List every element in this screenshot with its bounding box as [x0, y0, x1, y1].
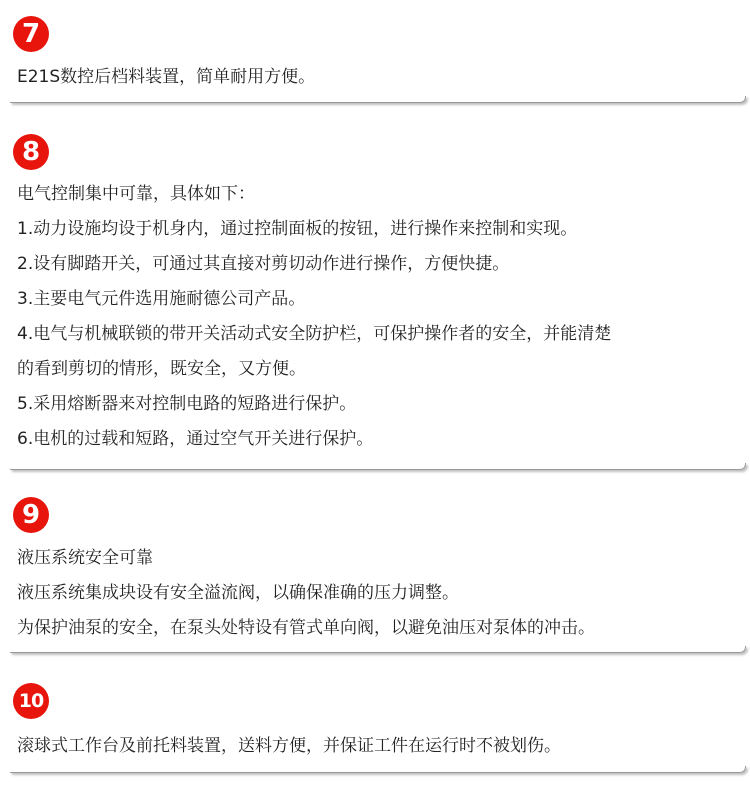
section-text-line: 6.电机的过载和短路，通过空气开关进行保护。: [17, 429, 374, 449]
section-text-line: 为保护油泵的安全，在泵头处特设有管式单向阀，以避免油压对泵体的冲击。: [17, 618, 595, 638]
section-text-line: 1.动力设施均设于机身内，通过控制面板的按钮，进行操作来控制和实现。: [17, 219, 578, 239]
section-number-badge: 10: [13, 683, 49, 719]
section-divider: [10, 646, 746, 653]
section-number-badge: 7: [13, 16, 49, 52]
section-text-line: 液压系统集成块设有安全溢流阀，以确保准确的压力调整。: [17, 583, 459, 603]
section-divider: [10, 96, 746, 103]
section-divider: [10, 766, 746, 773]
section-text-line: E21S数控后档料装置，简单耐用方便。: [17, 67, 316, 87]
section-text-line: 5.采用熔断器来对控制电路的短路进行保护。: [17, 394, 357, 414]
section-text-line: 的看到剪切的情形，既安全，又方便。: [17, 359, 306, 379]
section-text-line: 电气控制集中可靠，具体如下：: [17, 184, 255, 204]
section-number-badge: 8: [13, 134, 49, 170]
section-text-line: 3.主要电气元件选用施耐德公司产品。: [17, 289, 306, 309]
section-text-line: 4.电气与机械联锁的带开关活动式安全防护栏，可保护操作者的安全，并能清楚: [17, 324, 612, 344]
section-text-line: 液压系统安全可靠: [17, 548, 153, 568]
section-divider: [10, 463, 746, 470]
section-text-line: 滚球式工作台及前托料装置，送料方便，并保证工件在运行时不被划伤。: [17, 736, 561, 756]
section-number-badge: 9: [13, 497, 49, 533]
section-text-line: 2.设有脚踏开关，可通过其直接对剪切动作进行操作，方便快捷。: [17, 254, 510, 274]
